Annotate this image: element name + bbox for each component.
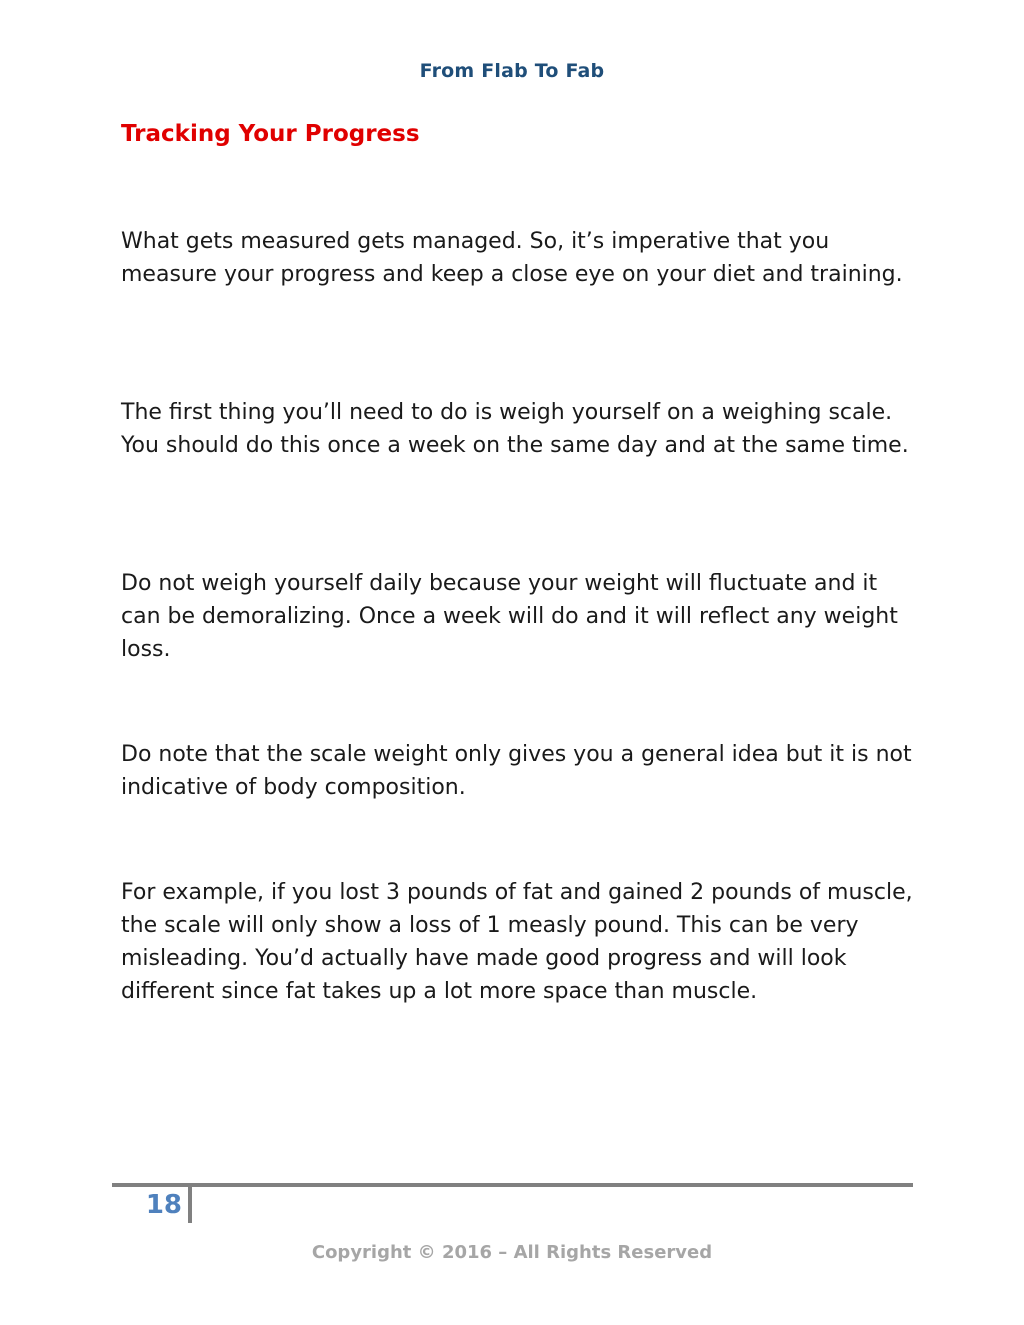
copyright-notice: Copyright © 2016 – All Rights Reserved — [311, 1242, 713, 1263]
section-title: Tracking Your Progress — [121, 121, 420, 147]
paragraph: The first thing you’ll need to do is weigh yourself on a weighing scale. You should do this once a week on the same day and at the same time. — [121, 400, 909, 458]
paragraph: For example, if you lost 3 pounds of fat and gained 2 pounds of muscle, the scale will only show a loss of 1 measly pound. This can be very misleading. You’d actually have made good progress and will look different since fat takes up a lot more space than muscle. — [121, 880, 913, 1004]
paragraph: What gets measured gets managed. So, it’s imperative that you measure your progress and keep a close eye on your diet and training. — [121, 229, 903, 287]
paragraph: Do not weigh yourself daily because your weight will fluctuate and it can be demoralizing. Once a week will do and it will reflect any weight loss. — [121, 571, 898, 662]
paragraph: Do note that the scale weight only gives you a general idea but it is not indicative of body composition. — [121, 742, 912, 800]
running-header: From Flab To Fab — [419, 60, 605, 82]
footer-divider — [112, 1183, 913, 1187]
page-number: 18 — [112, 1187, 192, 1223]
